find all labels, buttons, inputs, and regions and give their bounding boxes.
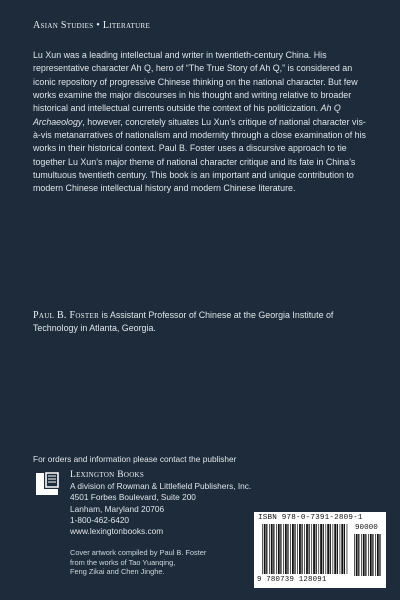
barcode-bar bbox=[266, 524, 267, 574]
barcode-bar bbox=[344, 524, 345, 574]
barcode-bar bbox=[316, 524, 317, 574]
barcode-bar bbox=[363, 534, 365, 576]
barcode-bar bbox=[297, 524, 298, 574]
barcode-bar bbox=[318, 524, 319, 574]
isbn-number: ISBN 978-0-7391-2809-1 bbox=[258, 514, 363, 522]
credits-line: Feng Zikai and Chen Jinghe. bbox=[70, 567, 165, 577]
barcode-bar bbox=[341, 524, 343, 574]
price-code: 90000 bbox=[355, 524, 378, 532]
barcode-bar bbox=[375, 534, 376, 576]
barcode-bar bbox=[269, 524, 270, 574]
barcode-bar bbox=[292, 524, 294, 574]
barcode-bar bbox=[301, 524, 302, 574]
lexington-books-logo-icon bbox=[34, 471, 60, 497]
barcode-bar bbox=[370, 534, 372, 576]
barcode-bar bbox=[347, 524, 348, 574]
barcode-bar bbox=[358, 534, 359, 576]
publisher-phone: 1-800-462-6420 bbox=[70, 514, 130, 525]
cover-credits bbox=[70, 548, 206, 577]
barcode-bar bbox=[264, 524, 266, 574]
barcode-bar bbox=[280, 524, 281, 574]
barcode-bar bbox=[299, 524, 301, 574]
barcode-bar bbox=[311, 524, 312, 574]
barcode-bar bbox=[379, 534, 380, 576]
barcode-bar bbox=[320, 524, 322, 574]
barcode-bar bbox=[354, 534, 355, 576]
barcode-bar bbox=[356, 534, 358, 576]
barcode-bar bbox=[278, 524, 280, 574]
barcode-bar bbox=[294, 524, 295, 574]
barcode-bar bbox=[273, 524, 274, 574]
description-part-2: , however, concretely situates Lu Xun’s critique of national character vis-à-vis metanarratives of nationalism and modernity through a close examination of his works in their historical context. Paul B. Foster uses a discursive approach to tie together Lu Xun’s major theme of national character critique and its fate in China’s tumultuous twentieth century. This book is an important and unique contribution to modern Chinese intellectual history and modern Chinese literature. bbox=[33, 116, 366, 194]
barcode-bar bbox=[304, 524, 305, 574]
publisher-address-line: 4501 Forbes Boulevard, Suite 200 bbox=[70, 492, 196, 503]
description-paragraph bbox=[33, 49, 371, 196]
category-separator: • bbox=[93, 20, 103, 31]
barcode-bar bbox=[361, 534, 362, 576]
author-bio bbox=[33, 309, 371, 336]
book-description bbox=[33, 49, 371, 196]
barcode-bar bbox=[325, 524, 326, 574]
barcode-bar bbox=[276, 524, 277, 574]
barcode-bar bbox=[365, 534, 366, 576]
publisher-city-line: Lanham, Maryland 20706 bbox=[70, 503, 165, 514]
barcode-bar bbox=[271, 524, 273, 574]
publisher-name: Lexington Books bbox=[70, 470, 145, 480]
credits-line: from the works of Tao Yuanqing, bbox=[70, 557, 176, 567]
credits-line: Cover artwork compiled by Paul B. Foster bbox=[70, 548, 207, 557]
barcode-bar bbox=[323, 524, 324, 574]
category-line bbox=[33, 20, 150, 31]
barcode-bar bbox=[306, 524, 308, 574]
barcode-bar bbox=[327, 524, 329, 574]
barcode-bar bbox=[340, 524, 341, 574]
barcode-bar bbox=[313, 524, 315, 574]
description-part-1: Lu Xun was a leading intellectual and writer in twentieth-century China. His representative character Ah Q, hero of “The True Story of Ah Q,” is considered an iconic repository of progressive Chinese thinking on the national character. But few works examine the major discourses in his thought and writing relative to broader historical and intellectual currents outside the context of his politicization. bbox=[33, 50, 358, 114]
description-book-title: Ah Q Archaeology bbox=[33, 103, 341, 127]
category-secondary: Literature bbox=[102, 20, 151, 31]
orders-line: For orders and information please contact the publisher bbox=[33, 454, 237, 464]
barcode-bar bbox=[333, 524, 334, 574]
barcode-bar bbox=[334, 524, 336, 574]
barcode-bar bbox=[285, 524, 287, 574]
barcode-bar bbox=[368, 534, 369, 576]
barcode-bar bbox=[330, 524, 331, 574]
barcode-bar bbox=[287, 524, 288, 574]
barcode-bar bbox=[309, 524, 310, 574]
publisher-block bbox=[70, 470, 251, 537]
publisher-website: www.lexingtonbooks.com bbox=[70, 526, 164, 537]
author-name: Paul B. Foster bbox=[33, 310, 100, 321]
barcode-bar bbox=[290, 524, 291, 574]
ean-digits: 9 780739 128091 bbox=[257, 576, 327, 584]
barcode-icon bbox=[254, 512, 386, 588]
barcode-bar bbox=[377, 534, 379, 576]
barcode-bar bbox=[283, 524, 284, 574]
publisher-line: A division of Rowman & Littlefield Publishers, Inc. bbox=[70, 481, 252, 492]
category-primary: Asian Studies bbox=[33, 20, 94, 31]
barcode-bar bbox=[337, 524, 338, 574]
author-bio-text: is Assistant Professor of Chinese at the Georgia Institute of Technology in Atlanta, Georgia. bbox=[33, 310, 334, 334]
barcode-bar bbox=[372, 534, 373, 576]
barcode-bar bbox=[262, 524, 263, 574]
